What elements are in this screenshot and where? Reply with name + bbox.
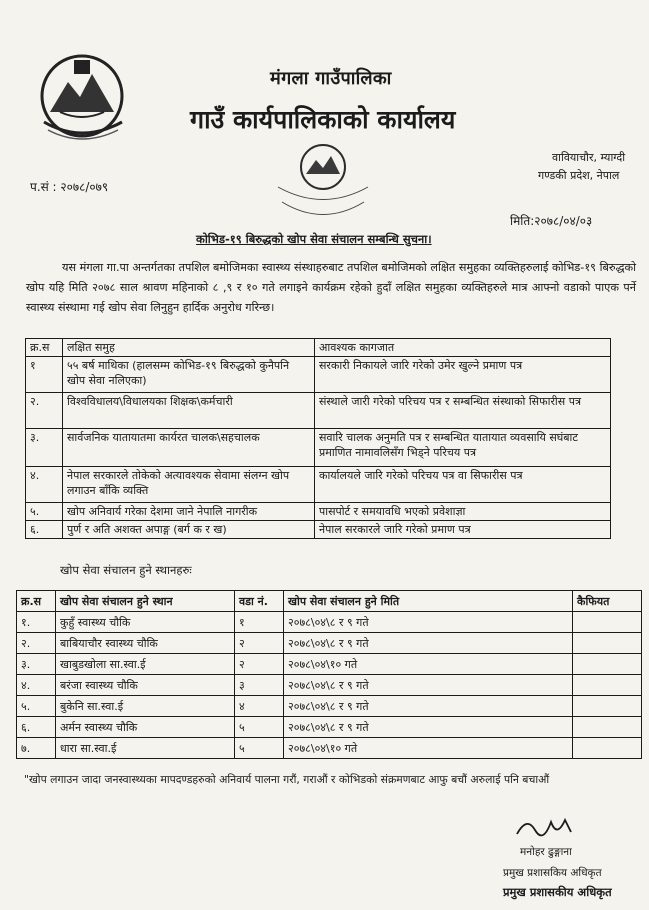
cell-date: २०७८\०४\१० गते [284, 654, 573, 675]
header-remark: कैफियत [573, 591, 642, 612]
cell-sn: २. [17, 633, 56, 654]
cell-sn: ५. [26, 503, 63, 521]
cell-docs: नेपाल सरकारले जारि गरेको प्रमाण पत्र [315, 521, 611, 539]
notice-body: यस मंगला गा.पा अन्तर्गतका तपशिल बमोजिमका स्वास्थ्य संस्थाहरुबाट तपशिल बमोजिमको लक्षित समुहका व्यक्तिहरुलाई कोभिड-१९ बिरुद्धको खोप यहि मिति २०७८ साल श्रावण महिनाको ८ ,९ र १० गते लगाइने कार्यक्रम रहेको हुदाँ लक्षित समुहका व्यक्तिहरुले मात्र आफ्नो वडाको पाएक पर्ने स्वास्थ्य संस्थामा गई खोप सेवा लिनुहुन हार्दिक अनुरोध गरिन्छ। [26, 261, 636, 314]
cell-sn: ६. [26, 521, 63, 539]
table-row [17, 717, 642, 738]
cell-remark [573, 675, 642, 696]
public-health-note: "खोप लगाउन जादा जनस्वास्थ्यका मापदण्डहरुको अनिवार्य पालना गरौं, गराऔं र कोभिडको संक्रमणबाट आफु बचौं अरुलाई पनि बचाऔं [24, 773, 550, 786]
table-row [26, 393, 611, 429]
cell-sn: ३. [26, 429, 63, 467]
cell-remark [573, 696, 642, 717]
letter-date: मिति:२०७८/०४/०३ [510, 214, 593, 228]
cell-sn: ७. [17, 738, 56, 759]
table-row [17, 675, 642, 696]
header-group: लक्षित समुह [63, 339, 315, 357]
header-sn: क्र.स [17, 591, 56, 612]
cell-ward: २ [235, 633, 284, 654]
cell-place: बुकेनि सा.स्वा.ई [56, 696, 235, 717]
cell-docs: पासपोर्ट र समयावधि भएको प्रवेशाज्ञा [315, 503, 611, 521]
locations-heading: खोप सेवा संचालन हुने स्थानहरुः [60, 563, 192, 577]
cell-date: २०७८\०४\८ र ९ गते [284, 696, 573, 717]
cell-docs: संस्थाले जारी गरेको परिचय पत्र र सम्बन्धित संस्थाको सिफारीस पत्र [315, 393, 611, 429]
cell-sn: ६. [17, 717, 56, 738]
cell-ward: ४ [235, 696, 284, 717]
cell-group: खोप अनिवार्य गरेका देशमा जाने नेपालि नागरीक [63, 503, 315, 521]
cell-ward: २ [235, 654, 284, 675]
header-sn: क्र.स [26, 339, 63, 357]
table-row [17, 654, 642, 675]
address-line-2: गण्डकी प्रदेश, नेपाल [538, 169, 620, 182]
cell-group: पुर्ण र अति अशक्त अपाङ्ग (बर्ग क र ख) [63, 521, 315, 539]
cell-date: २०७८\०४\८ र ९ गते [284, 633, 573, 654]
cell-group: नेपाल सरकारले तोकेको अत्यावश्यक सेवामा संलग्न खोप लगाउन बाँकि व्यक्ति [63, 467, 315, 503]
designation-stamp: प्रमुख प्रशासकीय अधिकृत [503, 885, 612, 899]
cell-place: कुहुँ स्वास्थ्य चौकि [56, 612, 235, 633]
table-header-row [26, 339, 611, 357]
cell-sn: १ [26, 357, 63, 393]
office-title: गाउँ कार्यपालिकाको कार्यालय [190, 105, 456, 134]
cell-place: धारा सा.स्वा.ई [56, 738, 235, 759]
cell-docs: सरकारी निकायले जारि गरेको उमेर खुल्ने प्रमाण पत्र [315, 357, 611, 393]
table-row [17, 696, 642, 717]
cell-group: विश्वविधालय\विधालयका शिक्षक\कर्मचारी [63, 393, 315, 429]
table-row [17, 633, 642, 654]
signer-designation: प्रमुख प्रशासकिय अधिकृत [503, 867, 602, 879]
header-docs: आवश्यक कागजात [315, 339, 611, 357]
cell-remark [573, 738, 642, 759]
cell-sn: ३. [17, 654, 56, 675]
cell-ward: १ [235, 612, 284, 633]
table-row [26, 521, 611, 539]
signature-icon [515, 812, 575, 842]
cell-group: ५५ बर्ष माथिका (हालसम्म कोभिड-१९ बिरुद्धको कुनैपनि खोप सेवा नलिएका) [63, 357, 315, 393]
table-row [26, 467, 611, 503]
reference-number: प.सं : २०७८/०७९ [30, 180, 109, 194]
cell-remark [573, 654, 642, 675]
cell-remark [573, 612, 642, 633]
cell-sn: २. [26, 393, 63, 429]
cell-date: २०७८\०४\८ र ९ गते [284, 717, 573, 738]
table-row [26, 503, 611, 521]
cell-docs: सवारि चालक अनुमति पत्र र सम्बन्धित यातायात व्यवसायि सघंबाट प्रमाणित नामावलिसँग भिड्ने परिचय पत्र [315, 429, 611, 467]
cell-ward: ३ [235, 675, 284, 696]
header-ward: वडा नं. [235, 591, 284, 612]
cell-remark [573, 633, 642, 654]
cell-sn: ४. [17, 675, 56, 696]
address-line-1: वावियाचौर, म्याग्दी [552, 151, 626, 164]
cell-date: २०७८\०४\१० गते [284, 738, 573, 759]
cell-place: अर्मन स्वास्थ्य चौकि [56, 717, 235, 738]
header-place: खोप सेवा संचालन हुने स्थान [56, 591, 235, 612]
cell-remark [573, 717, 642, 738]
cell-ward: ५ [235, 738, 284, 759]
table-row [17, 612, 642, 633]
header-date: खोप सेवा संचालन हुने मिति [284, 591, 573, 612]
cell-date: २०७८\०४\८ र ९ गते [284, 612, 573, 633]
cell-place: बरंजा स्वास्थ्य चौकि [56, 675, 235, 696]
office-stamp-icon [268, 132, 378, 232]
cell-place: खाबुडखोला सा.स्वा.ई [56, 654, 235, 675]
cell-sn: १. [17, 612, 56, 633]
table-row [26, 429, 611, 467]
notice-subject: कोभिड-१९ बिरुद्धको खोप सेवा संचालन सम्बन्धि सुचना। [196, 232, 432, 246]
table-row [17, 738, 642, 759]
cell-ward: ५ [235, 717, 284, 738]
cell-place: बाबियाचौर स्वास्थ्य चौकि [56, 633, 235, 654]
location-table [16, 590, 642, 759]
cell-date: २०७८\०४\८ र ९ गते [284, 675, 573, 696]
target-group-table [25, 338, 611, 539]
cell-group: सार्वजनिक यातायातमा कार्यरत चालक\सहचालक [63, 429, 315, 467]
table-row [26, 357, 611, 393]
nepal-emblem-icon [30, 52, 135, 142]
municipality-name: मंगला गाउँपालिका [270, 68, 392, 89]
cell-docs: कार्यालयले जारि गरेको परिचय पत्र वा सिफारीस पत्र [315, 467, 611, 503]
cell-sn: ५. [17, 696, 56, 717]
cell-sn: ४. [26, 467, 63, 503]
table-header-row [17, 591, 642, 612]
signer-name: मनोहर ढुङ्गाना [520, 846, 572, 858]
